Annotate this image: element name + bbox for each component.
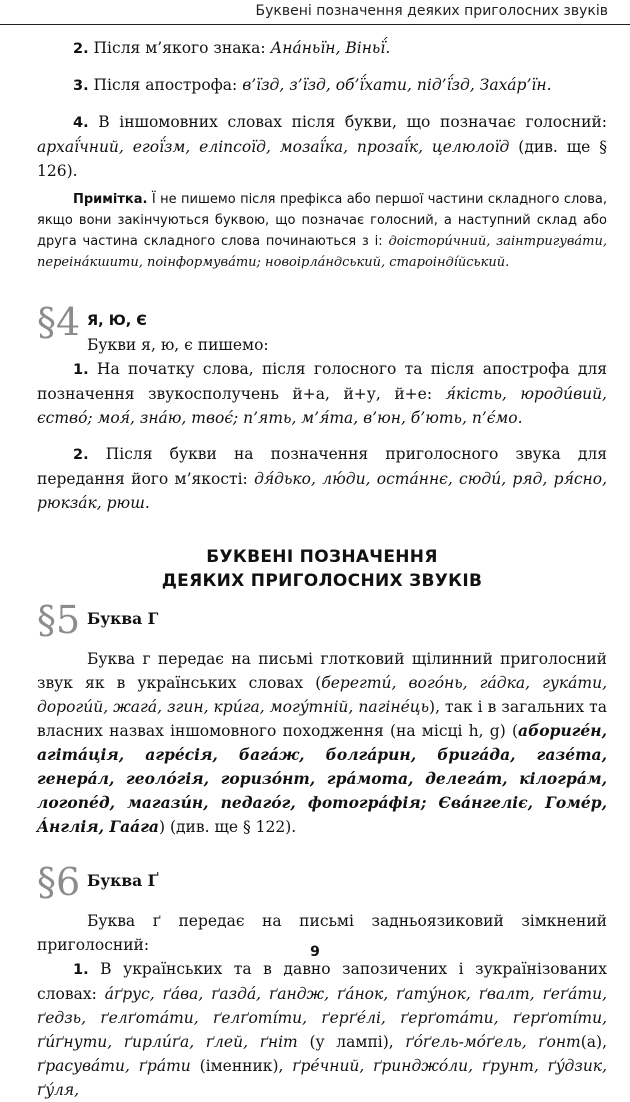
note: Примітка. Ї не пишемо після префікса або першої частини складного слова, якщо вони закінчуються буквою, що позначає голосний, а наступний склад або друга частина складного слова починаються з і: доісторúчний, заінтригувáти, переінáкшити, поінформувáти; новоірлáндський, староіндíйський. [37,192,608,270]
section-4 [37,300,607,357]
page-body [37,36,607,1102]
section-4-point-2: 2. Після букви на позначення приголосного звука для передання його м’якості: дя́дько, лю́ди, остáннє, сюдú, ряд, ря́сно, рюкзáк, рюш. [37,445,607,512]
section-4-mark: §4 [37,300,81,344]
section-5-body: Буква г передає на письмі глотковий щілинний приголосний звук як в українських словах (берегтú, вогóнь, гáдка, гукáти, дорогúй, жагá, згин, крúга, могýтній, пагінéць), так і в загальних та власних назвах іншомовного походження (на місці h, g) (аборигéн, агітáція, агрéсія, багáж, болгáрин, бригáда, газéта, генерáл, геолóгія, горизóнт, грáмота, делегáт, кілогрáм, логопéд, магазúн, педагóг, фотогрáфія; Євáнгеліє, Гомéр, Áнглія, Гаáга) (див. ще § 122). [37,650,607,836]
section-5-mark: §5 [37,598,81,642]
section-heading [37,545,607,593]
section-6 [37,860,607,909]
section-6-intro: Буква ґ передає на письмі задньоязиковий зімкнений приголосний: [37,912,607,954]
item-4: 4. В іншомовних словах після букви, що позначає голосний: архаї́чний, егої́зм, еліпсоїд, мозаї́ка, прозаї́к, целюлоїд (див. ще § 126). [37,113,607,180]
page-number: 9 [310,944,320,960]
section-5 [37,598,607,647]
section-6-title: Буква Ґ [87,871,159,890]
item-2: 2. Після м’якого знака: Анáньїн, Віньї́. [73,39,391,57]
section-4-point-1: 1. На початку слова, після голосного та після апострофа для позначення звукосполучень й+а, й+у, й+е: я́кість, юродúвий, єствó; моя́, знáю, твоє́; п’ять, м’я́та, в’юн, б’ють, п’є́мо. [37,360,607,427]
item-3: 3. Після апострофа: в’їзд, з’їзд, об’ї́хати, під’ї́зд, Захáр’їн. [73,76,552,94]
section-6-mark: §6 [37,860,81,904]
section-6-point-1: 1. В українських та в давно запозичених і зукраїнізованих словах: áґрус, ґáва, ґаздá, ґандж, ґáнок, ґатýнок, ґвалт, ґеґáти, ґедзь, ґелґотáти, ґелґотíти, ґерґéлі, ґерґотáти, ґерґотíти, ґúґнути, ґирлúґа, ґлей, ґніт (у лампі), ґóґель-мóґель, ґонт(а), ґрасувáти, ґрáти (іменник), ґрéчний, ґринджóли, ґрунт, ґýдзик, ґýля, [37,960,608,1099]
section-5-title: Буква Г [87,609,159,628]
section-4-intro: Букви я, ю, є пишемо: [87,336,269,354]
section-heading-line-1: БУКВЕНІ ПОЗНАЧЕННЯ [206,547,438,567]
section-4-title: Я, Ю, Є [87,313,147,329]
running-header [0,0,630,25]
running-header-title: Буквені позначення деяких приголосних звуків [255,3,608,19]
section-heading-line-2: ДЕЯКИХ ПРИГОЛОСНИХ ЗВУКІВ [161,571,483,591]
